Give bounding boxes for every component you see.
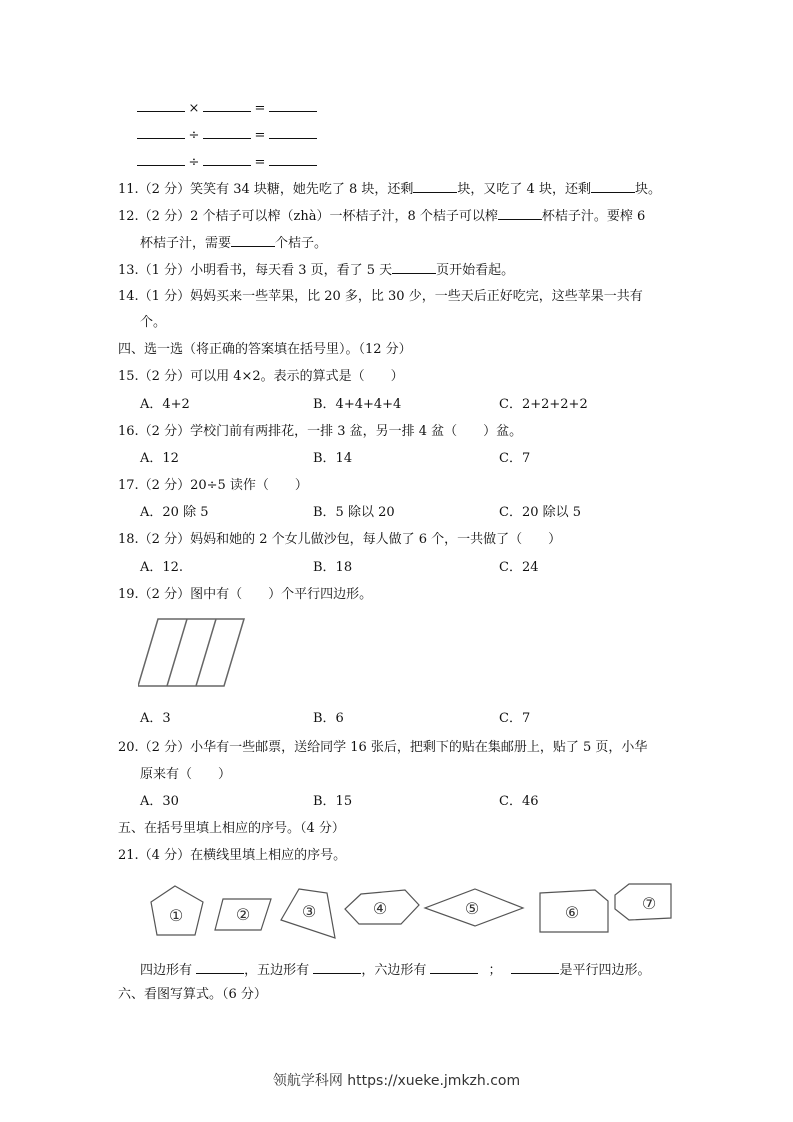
option-c[interactable]: C．46 xyxy=(499,794,539,809)
question-text: 杯桔子汁。要榨 6 xyxy=(541,209,646,224)
option-b[interactable]: B．5 除以 20 xyxy=(313,505,395,520)
answer-blank[interactable] xyxy=(203,151,251,166)
question-12 xyxy=(118,205,645,226)
parallelogram-outline xyxy=(138,619,244,686)
answer-blank[interactable] xyxy=(269,97,317,112)
polygons-figure xyxy=(145,880,675,942)
answer-blank[interactable] xyxy=(413,178,457,193)
answer-blank[interactable] xyxy=(196,959,244,974)
option-c[interactable]: C．7 xyxy=(499,451,531,466)
question-14-cont xyxy=(140,314,166,332)
shape-label: ③ xyxy=(301,902,317,921)
answer-blank[interactable] xyxy=(392,259,436,274)
parallelograms-figure xyxy=(138,617,248,689)
question-text: 杯桔子汁，需要 xyxy=(140,236,232,251)
option-a[interactable]: A．20 除 5 xyxy=(140,505,209,520)
question-text: 块。 xyxy=(634,182,661,197)
option-b[interactable]: B．6 xyxy=(313,711,344,726)
operator: ÷ xyxy=(188,128,200,143)
option-c[interactable]: C．2+2+2+2 xyxy=(499,397,588,412)
section-heading: 五、在括号里填上相应的序号。（4 分） xyxy=(118,821,345,836)
answer-blank[interactable] xyxy=(231,232,275,247)
answer-blank[interactable] xyxy=(137,97,185,112)
equation-row-2 xyxy=(137,124,317,145)
answer-blank[interactable] xyxy=(203,97,251,112)
parallelogram-divider xyxy=(167,619,187,686)
option-a[interactable]: A．12. xyxy=(140,560,184,575)
operator: ÷ xyxy=(188,155,200,170)
section-heading: 六、看图写算式。（6 分） xyxy=(118,987,267,1002)
question-15: 15.（2 分）可以用 4×2。表示的算式是（ ） xyxy=(118,369,404,384)
question-text: ，五边形有 xyxy=(244,963,310,978)
equals-sign: = xyxy=(254,155,266,170)
answer-blank[interactable] xyxy=(511,959,559,974)
question-13 xyxy=(118,259,514,280)
shape-label: ② xyxy=(235,905,251,924)
question-14 xyxy=(118,288,643,306)
question-18: 18.（2 分）妈妈和她的 2 个女儿做沙包，每人做了 6 个，一共做了（ ） xyxy=(118,532,562,547)
equals-sign: = xyxy=(254,128,266,143)
equals-sign: = xyxy=(254,101,266,116)
option-b[interactable]: B．18 xyxy=(313,560,353,575)
option-b[interactable]: B．14 xyxy=(313,451,353,466)
question-text: 13.（1 分）小明看书，每天看 3 页，看了 5 天 xyxy=(118,263,393,278)
option-b[interactable]: B．4+4+4+4 xyxy=(313,397,402,412)
equation-row-3 xyxy=(137,151,317,172)
question-19: 19.（2 分）图中有（ ）个平行四边形。 xyxy=(118,587,373,602)
question-text: 四边形有 xyxy=(140,963,193,978)
equation-row-1 xyxy=(137,97,317,118)
option-b[interactable]: B．15 xyxy=(313,794,353,809)
answer-blank[interactable] xyxy=(430,959,478,974)
question-text: 14.（1 分）妈妈买来一些苹果，比 20 多，比 30 少，一些天后正好吃完，这些苹果一共有 xyxy=(118,289,643,304)
option-c[interactable]: C．24 xyxy=(499,560,539,575)
question-20: 20.（2 分）小华有一些邮票，送给同学 16 张后，把剩下的贴在集邮册上，贴了 5 页，小华 xyxy=(118,740,648,755)
shape-label: ④ xyxy=(372,899,388,918)
option-a[interactable]: A．3 xyxy=(140,711,171,726)
answer-blank[interactable] xyxy=(137,124,185,139)
question-text: 个桔子。 xyxy=(275,236,328,251)
answer-blank[interactable] xyxy=(498,205,542,220)
question-text: ； xyxy=(488,963,502,978)
question-20-cont: 原来有（ ） xyxy=(140,767,232,782)
question-text: 个。 xyxy=(140,315,167,330)
answer-blank[interactable] xyxy=(269,151,317,166)
question-text: ，六边形有 xyxy=(361,963,427,978)
question-text: 12.（2 分）2 个桔子可以榨（zhà）一杯桔子汁，8 个桔子可以榨 xyxy=(118,209,498,224)
answer-blank[interactable] xyxy=(591,178,635,193)
answer-blank[interactable] xyxy=(203,124,251,139)
question-12-cont xyxy=(140,232,327,253)
parallelogram-divider xyxy=(196,619,216,686)
shape-label: ⑥ xyxy=(564,903,580,922)
shape-label: ⑤ xyxy=(464,899,480,918)
question-21-answers xyxy=(140,959,651,980)
answer-blank[interactable] xyxy=(269,124,317,139)
option-a[interactable]: A．4+2 xyxy=(140,397,190,412)
operator: × xyxy=(188,101,200,116)
question-21: 21.（4 分）在横线里填上相应的序号。 xyxy=(118,848,347,863)
option-a[interactable]: A．30 xyxy=(140,794,179,809)
answer-blank[interactable] xyxy=(313,959,361,974)
shape-label: ① xyxy=(168,906,184,925)
option-a[interactable]: A．12 xyxy=(140,451,179,466)
question-text: 是平行四边形。 xyxy=(559,963,651,978)
shape-label: ⑦ xyxy=(641,894,657,913)
question-11 xyxy=(118,178,661,199)
question-text: 页开始看起。 xyxy=(436,263,515,278)
question-text: 11.（2 分）笑笑有 34 块糖，她先吃了 8 块，还剩 xyxy=(118,182,414,197)
option-c[interactable]: C．20 除以 5 xyxy=(499,505,582,520)
page-footer-watermark: 领航学科网 https://xueke.jmkzh.com xyxy=(272,1073,521,1089)
question-17: 17.（2 分）20÷5 读作（ ） xyxy=(118,478,308,493)
option-c[interactable]: C．7 xyxy=(499,711,531,726)
answer-blank[interactable] xyxy=(137,151,185,166)
section-heading: 四、选一选（将正确的答案填在括号里）。（12 分） xyxy=(118,342,412,357)
question-16: 16.（2 分）学校门前有两排花，一排 3 盆，另一排 4 盆（ ）盆。 xyxy=(118,424,523,439)
question-text: 块，又吃了 4 块，还剩 xyxy=(457,182,591,197)
